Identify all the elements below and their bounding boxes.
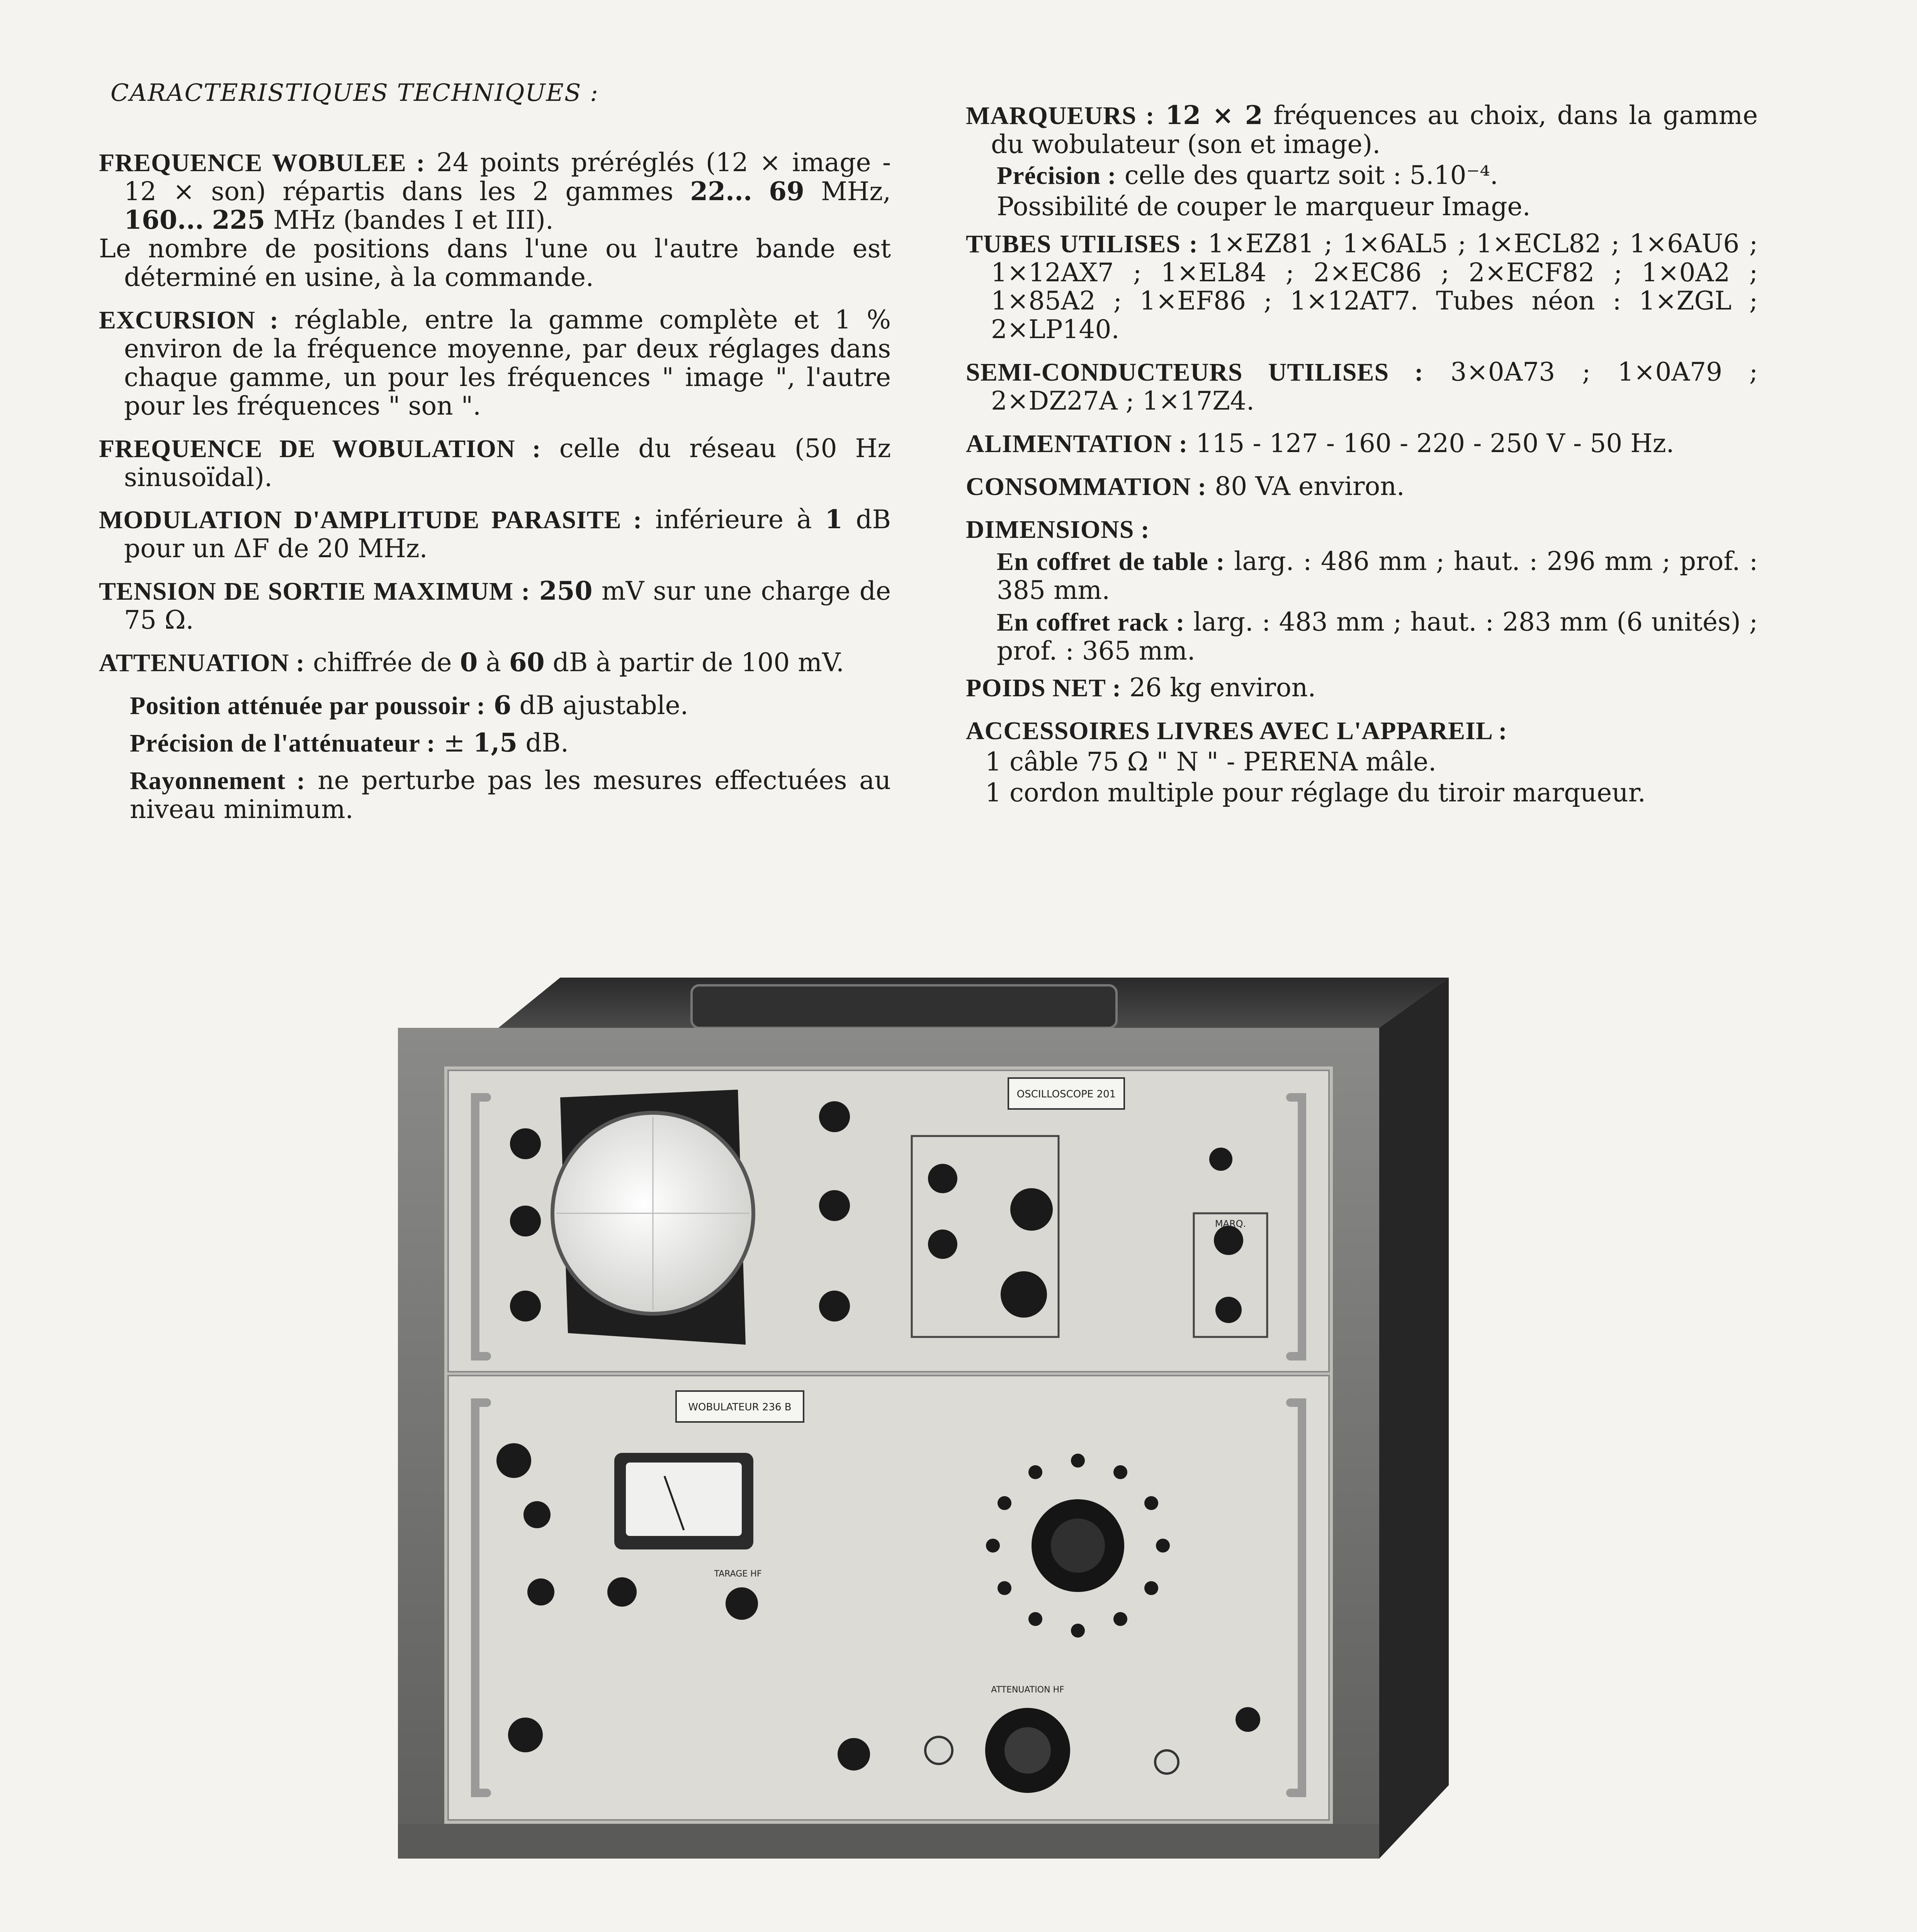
spec-label: Précision de l'atténuateur :: [130, 729, 436, 757]
spec-tension: TENSION DE SORTIE MAXIMUM : 250 mV sur une charge de 75 Ω.: [99, 576, 891, 635]
section-heading: CARACTERISTIQUES TECHNIQUES :: [110, 78, 599, 107]
spec-frequence-wobulee: FREQUENCE WOBULEE : 24 points préréglés (12 × image - 12 × son) répartis dans les 2 gammes 22... 69 MHz, 160... 225 MHz (bandes I et III). Le nombre de positions dans l'une ou l'autre bande est déterminé en usine, à la commande.: [99, 148, 891, 293]
spec-attenuation: ATTENUATION : chiffrée de 0 à 60 dB à partir de 100 mV.: [99, 647, 844, 678]
spec-poids: POIDS NET : 26 kg environ.: [966, 673, 1316, 703]
spec-accessoires: [966, 716, 1758, 745]
spec-dim-rack: En coffret rack : larg. : 483 mm ; haut. : 283 mm (6 unités) ; prof. : 365 mm.: [997, 607, 1758, 666]
spec-label: ALIMENTATION :: [966, 430, 1188, 458]
spec-precision-quartz: Précision : celle des quartz soit : 5.10⁻⁴.: [997, 160, 1498, 190]
marker-connector: [1155, 1750, 1178, 1774]
right-column: [966, 101, 1758, 810]
spec-label: FREQUENCE DE WOBULATION :: [99, 434, 541, 463]
wob-panel: [448, 1376, 1329, 1820]
spec-dim-table: En coffret de table : larg. : 486 mm ; haut. : 296 mm ; prof. : 385 mm.: [997, 546, 1758, 605]
spec-rayonnement: Rayonnement : ne perturbe pas les mesures effectuées au niveau minimum.: [130, 765, 891, 824]
spec-label: TENSION DE SORTIE MAXIMUM :: [99, 577, 530, 606]
accessoire-item: 1 cordon multiple pour réglage du tiroir marqueur.: [985, 778, 1646, 808]
spec-tubes: TUBES UTILISES : 1×EZ81 ; 1×6AL5 ; 1×ECL82 ; 1×6AU6 ; 1×12AX7 ; 1×EL84 ; 2×EC86 ; 2×ECF82 ; 1×0A2 ; 1×85A2 ; 1×EF86 ; 1×12AT7. Tubes néon : 1×ZGL ; 2×LP140.: [966, 228, 1758, 345]
spec-label: CONSOMMATION :: [966, 472, 1207, 501]
atten-label: ATTENUATION HF: [991, 1685, 1064, 1695]
spec-label: ATTENUATION :: [99, 649, 305, 677]
spec-label: Précision :: [997, 161, 1117, 190]
carry-handle: [692, 985, 1117, 1028]
accessoire-item: 1 câble 75 Ω " N " - PERENA mâle.: [985, 747, 1436, 777]
spec-label: Position atténuée par poussoir :: [130, 691, 486, 720]
spec-modulation: MODULATION D'AMPLITUDE PARASITE : inférieure à 1 dB pour un ΔF de 20 MHz.: [99, 504, 891, 564]
instrument-photo: [398, 974, 1449, 1862]
spec-frequence-wobulation: FREQUENCE DE WOBULATION : celle du réseau (50 Hz sinusoïdal).: [99, 433, 891, 492]
spec-label: DIMENSIONS :: [966, 515, 1150, 544]
wob-nameplate-text: WOBULATEUR 236 B: [688, 1401, 792, 1413]
spec-precision-attenuateur: Précision de l'atténuateur : ± 1,5 dB.: [130, 727, 569, 758]
spec-label: MARQUEURS :: [966, 102, 1155, 130]
spec-consommation: CONSOMMATION : 80 VA environ.: [966, 471, 1405, 501]
spec-possibilite: Possibilité de couper le marqueur Image.: [997, 191, 1531, 221]
spec-label: FREQUENCE WOBULEE :: [99, 149, 425, 177]
scope-nameplate-text: OSCILLOSCOPE 201: [1016, 1088, 1116, 1100]
spec-label: POIDS NET :: [966, 674, 1122, 702]
tarage-label: TARAGE HF: [714, 1569, 762, 1579]
cabinet-base: [398, 1824, 1379, 1859]
left-column: [99, 79, 891, 832]
cabinet-side: [1379, 978, 1449, 1859]
spec-label: Rayonnement :: [130, 766, 306, 795]
spec-position: Position atténuée par poussoir : 6 dB ajustable.: [130, 690, 688, 720]
spec-label: ACCESSOIRES LIVRES AVEC L'APPAREIL :: [966, 717, 1507, 745]
spec-marqueurs: MARQUEURS : 12 × 2 fréquences au choix, dans la gamme du wobulateur (son et image).: [966, 100, 1758, 159]
spec-dimensions: [966, 515, 1758, 544]
spec-label: TUBES UTILISES :: [966, 230, 1198, 258]
spec-label: SEMI-CONDUCTEURS UTILISES :: [966, 358, 1424, 387]
spec-label: EXCURSION :: [99, 306, 279, 334]
spec-alimentation: ALIMENTATION : 115 - 127 - 160 - 220 - 250 V - 50 Hz.: [966, 429, 1674, 459]
spec-semi-conducteurs: SEMI-CONDUCTEURS UTILISES : 3×0A73 ; 1×0A79 ; 2×DZ27A ; 1×17Z4.: [966, 357, 1758, 416]
spec-label: MODULATION D'AMPLITUDE PARASITE :: [99, 506, 642, 534]
spec-excursion: EXCURSION : réglable, entre la gamme complète et 1 % environ de la fréquence moyenne, par deux réglages dans chaque gamme, un pour les fréquences " image ", l'autre pour les fréquences " son ".: [99, 304, 891, 421]
marq-label: MARQ.: [1215, 1218, 1246, 1229]
output-connector: [925, 1737, 952, 1764]
